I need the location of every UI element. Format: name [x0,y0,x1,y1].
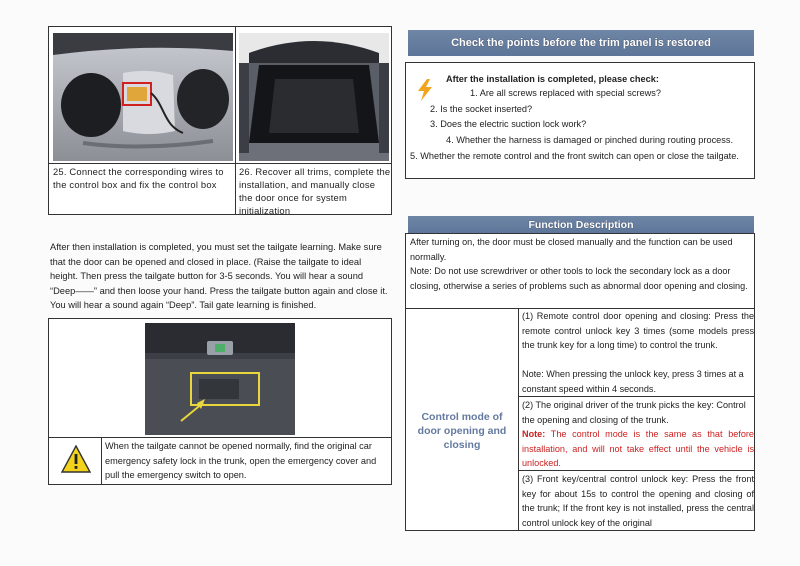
control-box-photo [53,33,233,161]
mode-divider-1 [518,396,754,397]
control-mode-label: Control mode of door opening and closing [417,411,507,451]
steps-table [48,26,392,215]
checklist-item-4: 4. Whether the harness is damaged or pinched during routing process. [446,135,734,145]
mode-2-note-text: The control mode is the same as that before installation, and will not take effect until the vehicle is unlocked. [522,429,754,468]
mode-2-note [522,427,754,471]
warning-table [48,318,392,485]
warning-icon-divider [101,437,102,484]
mode-3-text: (3) Front key/central control unlock key: Press the front key for about 15s to control the opening and closing of the trunk; If the front key is not installed, press the central control unlock key of the original [522,474,754,528]
function-col-divider [518,308,519,530]
function-table [405,233,755,531]
function-intro: After turning on, the door must be closed manually and the function can be used normally. [410,237,733,262]
learning-paragraph-b: “Deep——” and then loose your hand. Press the tailgate button again and close it. You will hear a sound again “Deep”. Tail gate learning is finished. [50,285,388,310]
warning-triangle-icon [61,445,91,473]
lightning-icon [416,79,434,101]
checklist-intro: After the installation is completed, please check: [446,74,659,84]
mode-divider-2 [518,470,754,471]
step-25-caption: 25. Connect the corresponding wires to the control box and fix the control box [53,166,224,190]
tailgate-photo [239,33,389,161]
function-note: Note: Do not use screwdriver or other tools to lock the secondary lock as a door closing, otherwise a series of problems such as abnormal door opening and closing. [410,266,748,291]
table-divider-vertical [235,27,236,214]
function-header: Function Description [408,216,754,234]
checklist-box [405,62,755,179]
learning-paragraph-a: After then installation is completed, you must set the tailgate learning. Make sure that the door can be opened and closed in place. (Raise the tailgate to ideal height. Then press the tailgate button for 3-5 seconds. You will hear a sound [50,242,382,281]
checklist-item-3: 3. Does the electric suction lock work? [430,119,587,129]
tailgate-button-photo [145,323,295,435]
step-26-caption: 26. Recover all trims, complete the installation, and manually close the door once for system initialization [239,166,391,216]
mode-1-note: Note: When pressing the unlock key, press 3 times at a constant speed within 4 seconds. [522,369,744,394]
mode-2-note-label: Note: [522,429,546,439]
checklist-item-5: 5. Whether the remote control and the front switch can open or close the tailgate. [410,151,739,161]
mode-1-text: (1) Remote control door opening and closing: Press the remote control unlock key 3 times (some models press the trunk key for a long time) to control the trunk. [522,311,754,350]
tailgate-learning-text [50,240,390,313]
table-divider-horizontal [49,163,391,164]
checklist-item-2: 2. Is the socket inserted? [430,104,533,114]
warning-text: When the tailgate cannot be opened normally, find the original car emergency safety lock in the trunk, open the emergency cover and pull the emergency switch to open. [105,441,377,480]
checklist-header: Check the points before the trim panel is restored [408,30,754,56]
checklist-item-1: 1. Are all screws replaced with special screws? [470,88,661,98]
mode-2-text: (2) The original driver of the trunk picks the key: Control the opening and closing of the trunk. [522,400,746,425]
